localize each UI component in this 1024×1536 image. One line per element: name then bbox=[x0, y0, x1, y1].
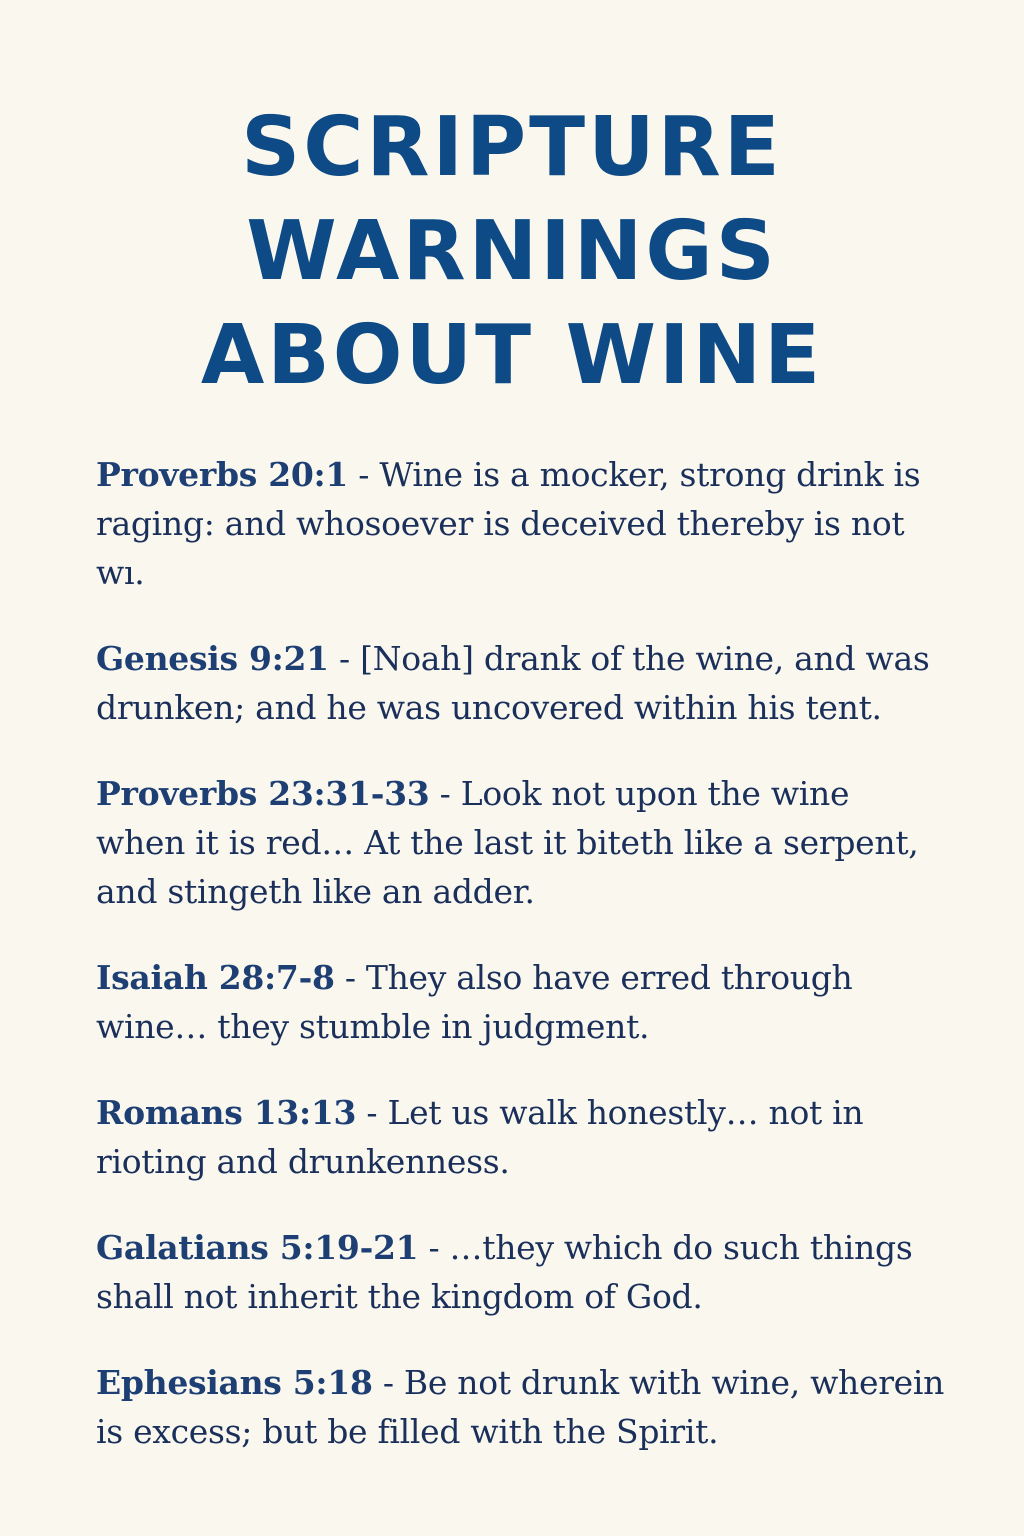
title-line-1: SCRIPTURE bbox=[241, 100, 783, 195]
verse-item bbox=[96, 634, 946, 732]
verse-reference: Isaiah 28:7-8 bbox=[96, 958, 335, 997]
title-line-3: ABOUT WINE bbox=[200, 308, 824, 403]
verse-text: …they which do such things shall not inherit the kingdom of God. bbox=[96, 1228, 913, 1316]
verse-separator: - bbox=[372, 1363, 404, 1402]
verse-text: Let us walk honestly… not in rioting and drunkenness. bbox=[96, 1093, 864, 1181]
verse-item bbox=[96, 450, 946, 597]
verse-item bbox=[96, 1358, 946, 1456]
verse-item bbox=[96, 769, 946, 916]
verse-text: They also have erred through wine… they stumble in judgment. bbox=[96, 958, 853, 1046]
verse-separator: - bbox=[418, 1228, 450, 1267]
verse-separator: - bbox=[328, 639, 361, 678]
verse-reference: Ephesians 5:18 bbox=[96, 1363, 373, 1402]
verse-text: Wine is a mocker, strong drink is raging: and whosoever is deceived thereby is not wı. bbox=[96, 455, 921, 592]
verse-text: Be not drunk with wine, wherein is excess; but be filled with the Spirit. bbox=[96, 1363, 945, 1451]
verse-separator: - bbox=[334, 958, 366, 997]
verse-item bbox=[96, 1088, 946, 1186]
verse-reference: Galatians 5:19-21 bbox=[96, 1228, 419, 1267]
verse-separator: - bbox=[429, 774, 461, 813]
verse-list bbox=[96, 450, 946, 1493]
verse-reference: Romans 13:13 bbox=[96, 1093, 357, 1132]
verse-item bbox=[96, 953, 946, 1051]
verse-text: Look not upon the wine when it is red… At the last it biteth like a serpent, and stingeth like an adder. bbox=[96, 774, 919, 911]
page-title bbox=[0, 96, 1024, 408]
verse-text: [Noah] drank of the wine, and was drunken; and he was uncovered within his tent. bbox=[96, 639, 930, 727]
verse-separator: - bbox=[356, 1093, 388, 1132]
verse-separator: - bbox=[348, 455, 380, 494]
verse-item bbox=[96, 1223, 946, 1321]
verse-reference: Genesis 9:21 bbox=[96, 639, 329, 678]
title-line-2: WARNINGS bbox=[246, 204, 778, 299]
verse-reference: Proverbs 23:31-33 bbox=[96, 774, 430, 813]
verse-reference: Proverbs 20:1 bbox=[96, 455, 349, 494]
